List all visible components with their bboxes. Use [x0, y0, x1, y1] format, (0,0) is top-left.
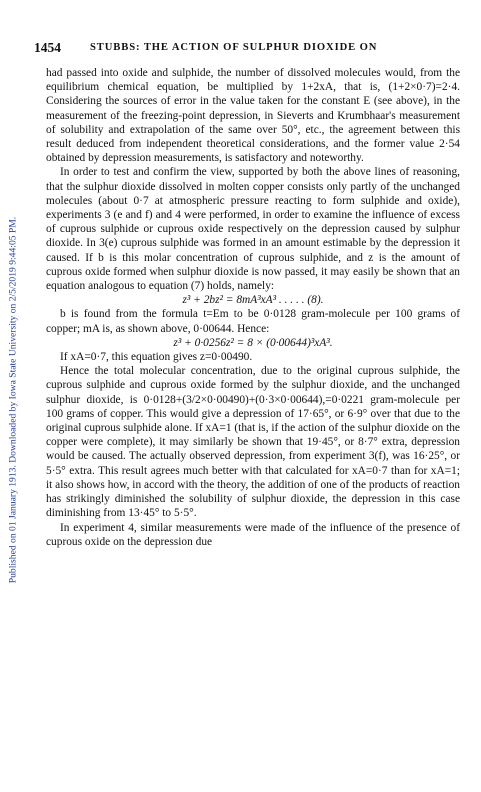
- paragraph-4: If xA=0·7, this equation gives z=0·00490.: [60, 351, 253, 364]
- equation-z: z³ + 0·0256z² = 8 × (0·00644)³xA³.: [173, 336, 333, 349]
- running-title: STUBBS: THE ACTION OF SULPHUR DIOXIDE ON: [90, 42, 378, 53]
- paragraph-1: had passed into oxide and sulphide, the number of dissolved molecules would, from the equilibrium chemical equation, be multiplied by 1+2xA, that is, (1+2×0·7)=2·4. Considering the sources of error in the value taken for the constant E (see above), in the measurement of the freezing-point depression, in Sieverts and Krumbhaar's measurement of solubility and extrapolation of the same over 50°, etc., the agreement between this result deduced from independent theoretical considerations, and the former value 2·54 obtained by depression measurements, is satisfactory and noteworthy.: [46, 67, 460, 165]
- paragraph-2: In order to test and confirm the view, supported by both the above lines of reasoning, that the sulphur dioxide dissolved in molten copper consists only partly of the unchanged molecules (about 0·7 at atmospheric pressure reacting to form sulphide and oxide), experiments 3 (e and f) and 4 were performed, in order to examine the influence of excess of cuprous sulphide or cuprous oxide respectively on the depression caused by sulphur dioxide. In 3(e) cuprous sulphide was formed in an amount estimable by the depression it caused. If b is this molar concentration of cuprous sulphide, and z is the amount of cuprous oxide formed when sulphur dioxide is now passed, it may easily be shown that an equation analogous to equation (7) holds, namely:: [46, 166, 460, 293]
- article-body: [46, 66, 460, 549]
- paragraph-3: b is found from the formula t=Em to be 0·0128 gram-molecule per 100 grams of copper; mA is, as shown above, 0·00644. Hence:: [46, 308, 460, 335]
- page-number: 1454: [34, 40, 61, 55]
- paragraph-6: In experiment 4, similar measurements were made of the influence of the presence of cuprous oxide on the depression due: [46, 521, 460, 548]
- equation-8: z³ + 2bz² = 8mA³xA³ . . . . . (8).: [182, 294, 324, 307]
- paragraph-5: Hence the total molecular concentration, due to the original cuprous sulphide, the cuprous sulphide and cuprous oxide formed by the sulphur dioxide, and the unchanged sulphur dioxide, is 0·0128+(3/2×0·00490)+(0·3×0·00644),=0·0221 gram-molecule per 100 grams of copper. This would give a depression of 17·65°, or 6·9° over that due to the original cuprous sulphide alone. If xA=1 (that is, if the action of the sulphur dioxide on the copper were complete), it may similarly be shown that 19·45°, or 8·7° extra, depression would be caused. The actually observed depression, from experiment 3(f), was 16·25°, or 5·5° extra. This result agrees much better with that calculated for xA=0·7 than for xA=1; it also shows how, in accord with the theory, the addition of one of the products of reaction has strikingly diminished the solubility of sulphur dioxide, the depression in this case diminishing from 13·45° to 5·5°.: [46, 365, 460, 520]
- download-watermark-sidebar: [0, 0, 26, 792]
- download-watermark[interactable]: Published on 01 January 1913. Downloaded by Iowa State University on 2/5/2019 9:44:05 PM.: [7, 216, 19, 584]
- page-header: [34, 40, 454, 56]
